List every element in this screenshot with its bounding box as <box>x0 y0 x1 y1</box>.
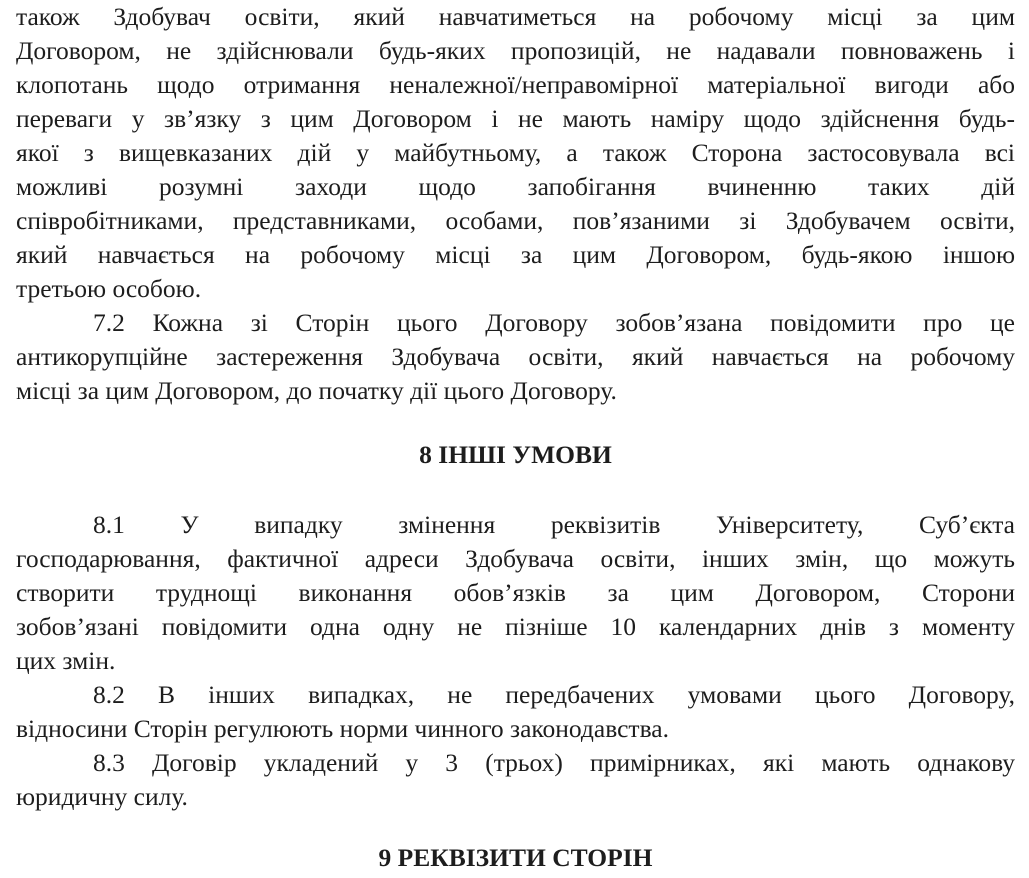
text-line: також Здобувач освіти, який навчатиметься на робочому місці за цим <box>16 2 1015 31</box>
text-line: юридичну силу. <box>16 782 188 811</box>
text-line: 7.2 Кожна зі Сторін цього Договору зобов’язана повідомити про це <box>93 308 1015 337</box>
text-line: 8.2 В інших випадках, не передбачених умовами цього Договору, <box>93 680 1015 709</box>
text-line: відносини Сторін регулюють норми чинного законодавства. <box>16 714 669 743</box>
text-line: господарювання, фактичної адреси Здобувача освіти, інших змін, що можуть <box>16 544 1015 573</box>
text-line: співробітниками, представниками, особами, пов’язаними зі Здобувачем освіти, <box>16 206 1015 235</box>
text-line: цих змін. <box>16 646 116 675</box>
text-line: антикорупційне застереження Здобувача освіти, який навчається на робочому <box>16 342 1015 371</box>
section-8-heading: 8 ІНШІ УМОВИ <box>419 440 612 469</box>
text-line: якої з вищевказаних дій у майбутньому, а також Сторона застосовувала всі <box>16 138 1015 167</box>
text-line: можливі розумні заходи щодо запобігання вчиненню таких дій <box>16 172 1015 201</box>
text-line: 8.3 Договір укладений у 3 (трьох) примірниках, які мають однакову <box>93 748 1015 777</box>
section-9-heading: 9 РЕКВІЗИТИ СТОРІН <box>378 843 653 872</box>
text-line: переваги у зв’язку з цим Договором і не мають наміру щодо здійснення будь- <box>16 104 1015 133</box>
text-line: Договором, не здійснювали будь-яких пропозицій, не надавали повноважень і <box>16 36 1015 65</box>
text-line: клопотань щодо отримання неналежної/неправомірної матеріальної вигоди або <box>16 70 1015 99</box>
text-line: 8.1 У випадку змінення реквізитів Університету, Суб’єкта <box>93 510 1015 539</box>
text-line: який навчається на робочому місці за цим Договором, будь-якою іншою <box>16 240 1015 269</box>
text-line: зобов’язані повідомити одна одну не пізніше 10 календарних днів з моменту <box>16 612 1015 641</box>
text-line: третьою особою. <box>16 274 202 303</box>
text-line: створити труднощі виконання обов’язків за цим Договором, Сторони <box>16 578 1015 607</box>
text-line: місці за цим Договором, до початку дії цього Договору. <box>16 376 617 405</box>
